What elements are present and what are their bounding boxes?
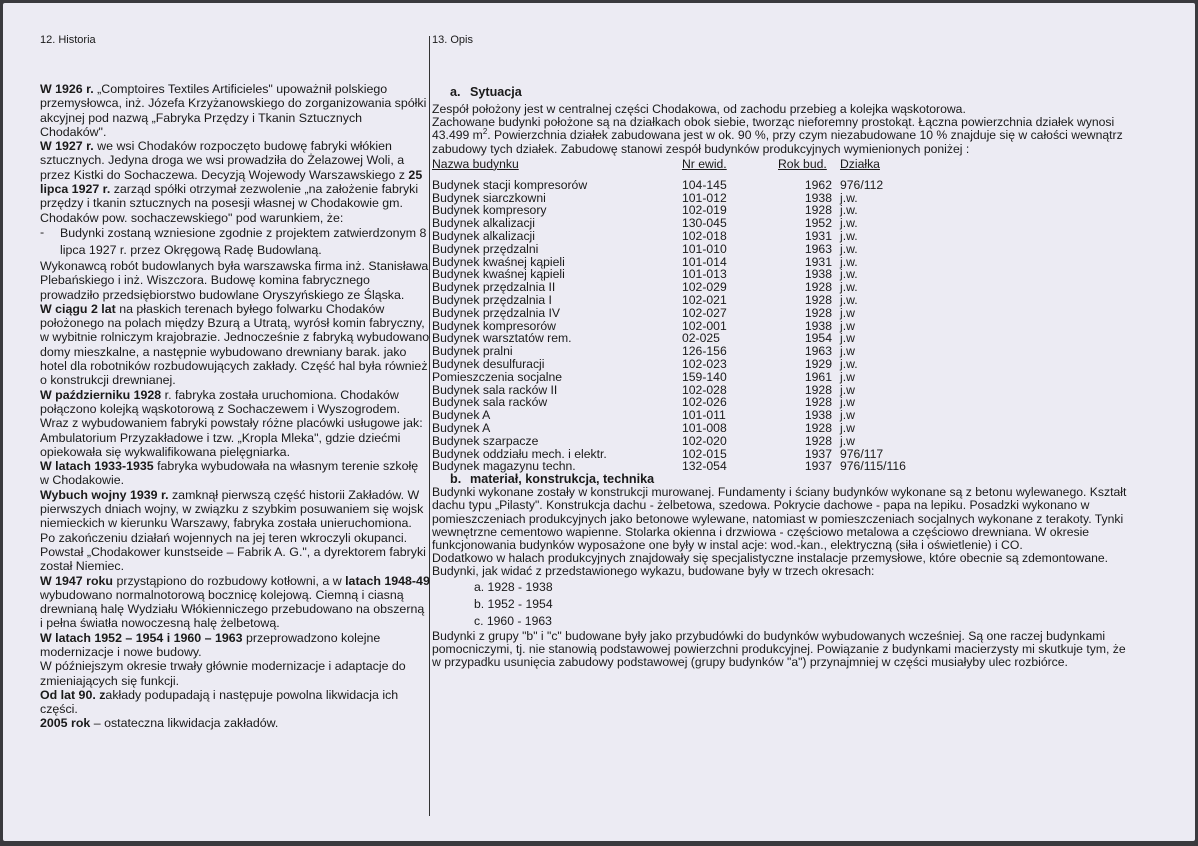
building-name: Budynek sala racków II <box>432 382 558 397</box>
registry-number: 102-019 <box>682 203 727 218</box>
plot-number: j.w <box>840 344 855 359</box>
history-paragraph <box>40 388 430 459</box>
history-paragraph <box>40 82 430 139</box>
col-header-year: Rok bud. <box>778 156 827 171</box>
history-body: na płaskich terenach byłego folwarku Chodaków położonego na polach między Bzurą a Utratą, wyrósł komin fabryczny, w wybitnie rolniczym krajobrazie. Jednocześnie z fabryką wybudowano domy mieszkalne, a następnie wybudowano drewniany barak. jako hotel dla robotników rozbudowujących zakłady. Część hal była również o konstrukcji drewnianej. <box>40 301 430 388</box>
history-date: Wybuch wojny 1939 r. <box>40 487 169 502</box>
history-date: W ciągu 2 lat <box>40 301 116 316</box>
build-year: 1929 <box>804 356 832 371</box>
registry-number: 130-045 <box>682 216 727 231</box>
plot-number: 976/115/116 <box>840 459 906 474</box>
registry-number: 102-015 <box>682 446 727 461</box>
table-row <box>432 358 960 371</box>
registry-number: 101-012 <box>682 190 727 205</box>
period-item: a. 1928 - 1938 <box>474 579 553 594</box>
table-row <box>432 243 960 256</box>
registry-number: 102-020 <box>682 433 727 448</box>
registry-number: 101-014 <box>682 254 727 269</box>
history-paragraph <box>40 488 430 574</box>
building-name: Budynek A <box>432 420 491 435</box>
building-name: Budynek alkalizacji <box>432 229 535 243</box>
history-paragraph <box>40 688 430 717</box>
area-exponent: 2 <box>482 127 488 137</box>
registry-number: 102-029 <box>682 280 727 295</box>
col-header-name: Nazwa budynku <box>432 156 519 171</box>
history-date: 25 lipca 1927 r. <box>40 167 423 197</box>
material-line: Budynki, jak widać z przedstawionego wykazu, budowane były w trzech okresach: <box>432 564 875 579</box>
history-body: Wykonawcą robót budowlanych była warszawska firma inż. Stanisława Plebańskiego i inż. Wiszczora. Budowę komina fabrycznego prowadziło przedsiębiorstwo budowlane Oryszyńskiego ze Śląska. <box>40 258 429 302</box>
build-year: 1961 <box>804 369 832 384</box>
build-year: 1931 <box>804 229 832 243</box>
building-name: Pomieszczenia socjalne <box>432 369 563 384</box>
history-date: latach 1948-49 <box>345 573 430 588</box>
build-year: 1962 <box>804 177 832 192</box>
history-body: wybudowano normalnotorową bocznicę kolejową. Ciemną i ciasną drewnianą halę Wydziału Włókienniczego przebudowano na obszerną i pełna światła nowoczesną halę żelbetową. <box>40 587 425 631</box>
situation-line: zabudowy tych działek. Zabudowę stanowi zespół budynków produkcyjnych wymienionych poniżej : <box>432 141 970 156</box>
history-body: akłady podupadają i następuje powolna likwidacja ich części. <box>40 687 399 717</box>
history-body: r. fabryka została uruchomiona. Chodaków połączono kolejką wąskotorową z Sochaczewem i Wyszogrodem. Wraz z wybudowaniem fabryki powstały różne placówki usługowe jak: Ambulatorium Przyzakładowe i tzw. „Kropla Mleka", gdzie dziećmi opiekowała się wykwalifikowana pielęgniarka. <box>40 387 423 459</box>
closing-line: Budynki z grupy "b" i "c" budowane były jako przybudówki do budynków wybudowanych wcześniej. Są one raczej budynkami <box>432 628 1106 643</box>
build-year: 1937 <box>804 459 832 474</box>
plot-number: j.w. <box>840 203 858 218</box>
history-paragraph <box>40 716 430 730</box>
bullet-text: Budynki zostaną wzniesione zgodnie z projektem zatwierdzonym 8 lipca 1927 r. przez Okręgową Radę Budowlaną. <box>60 225 427 257</box>
history-column <box>40 33 430 731</box>
plot-number: j.w <box>840 408 855 423</box>
registry-number: 102-021 <box>682 292 727 307</box>
table-row <box>432 294 960 307</box>
history-body: przeprowadzono kolejne modernizacje i nowe budowy. <box>40 630 381 659</box>
col-header-number: Nr ewid. <box>682 156 727 171</box>
building-name: Budynek pralni <box>432 344 513 359</box>
build-year: 1938 <box>804 408 832 423</box>
scanned-page <box>3 3 1195 841</box>
history-body: przystąpiono do rozbudowy kotłowni, a w <box>113 573 346 588</box>
history-body: „Comptoires Textiles Artificieles" upoważnił polskiego przemysłowca, inż. Józefa Krzyżanowskiego do zorganizowania spółki akcyjnej pod nazwą „Fabryka Przędzy i Tkanin Sztucznych Chodaków". <box>40 82 427 139</box>
history-body: W późniejszym okresie trwały głównie modernizacje i adaptacje do zmieniających się funkcji. <box>40 659 406 688</box>
building-name: Budynek desulfuracji <box>432 356 545 371</box>
registry-number: 102-018 <box>682 229 727 243</box>
history-body: zarząd spółki otrzymał zezwolenie „na założenie fabryki przędzy i tkanin sztucznych na posesji własnej w Chodakowie gm. Chodaków pow. sochaczewskiego" pod warunkiem, że: <box>40 182 419 225</box>
plot-number: j.w. <box>840 190 858 205</box>
history-date: W latach 1952 – 1954 i 1960 – 1963 <box>40 630 243 645</box>
build-year: 1937 <box>804 446 832 461</box>
history-date: W latach 1933-1935 <box>40 459 154 474</box>
build-year: 1954 <box>804 331 832 346</box>
material-line: dachu typu „Pilasty". Konstrukcja dachu - żelbetowa, szedowa. Pokrycie dachowe - papa na lepiku. Posadzki wykonano w <box>432 498 1090 513</box>
building-name: Budynek magazynu techn. <box>432 459 576 474</box>
plot-number: j.w <box>840 395 855 410</box>
history-date: 2005 rok <box>40 716 91 731</box>
condition-bullet <box>40 225 430 259</box>
building-name: Budynek sala racków <box>432 395 548 410</box>
closing-line: w przypadku usunięcia zabudowy podstawowej (grupy budynków "a") przynajmniej w części musiałyby ulec rozbiórce. <box>432 654 1068 669</box>
history-body: fabryka wybudowała na własnym terenie szkołę w Chodakowie. <box>40 459 419 488</box>
history-date: W 1947 roku <box>40 573 113 588</box>
build-year: 1928 <box>804 280 832 295</box>
build-year: 1963 <box>804 344 832 359</box>
building-name: Budynek przędzalni <box>432 241 539 256</box>
period-item: b. 1952 - 1954 <box>474 596 553 611</box>
plot-number: j.w. <box>840 280 858 295</box>
section-label-history: 12. Historia <box>40 34 96 46</box>
history-paragraph <box>40 139 430 225</box>
history-text <box>40 82 430 731</box>
registry-number: 126-156 <box>682 344 727 359</box>
history-body: zamknął pierwszą część historii Zakładów. W pierwszych dniach wojny, w związku z szybkim posuwaniem się wojsk niemieckich w kierunku Warszawy, fabryka została unieruchomiona. Po zakończeniu działań wojennych na jej teren wkroczyli okupanci. Powstał „Chodakower kunstseide – Fabrik A. G.", a dyrektorem fabryki został Niemiec. <box>40 487 426 574</box>
registry-number: 102-001 <box>682 318 727 333</box>
plot-number: j.w. <box>840 216 858 231</box>
build-year: 1928 <box>804 203 832 218</box>
registry-number: 159-140 <box>682 369 727 384</box>
build-year: 1931 <box>804 254 832 269</box>
history-date: W 1926 r. <box>40 82 94 96</box>
building-name: Budynek przędzalnia I <box>432 292 552 307</box>
registry-number: 102-023 <box>682 356 727 371</box>
situation-line: Zespół położony jest w centralnej części Chodakowa, od zachodu przebieg a kolejka wąskotorowa. <box>432 102 966 116</box>
build-year: 1938 <box>804 190 832 205</box>
history-date: Od lat 90. z <box>40 687 106 702</box>
plot-number: j.w. <box>840 267 858 282</box>
section-label-description: 13. Opis <box>432 34 473 46</box>
plot-number: j.w <box>840 331 855 346</box>
build-year: 1928 <box>804 382 832 397</box>
table-row <box>432 371 960 384</box>
subheading-situation <box>450 85 1192 99</box>
plot-number: 976/117 <box>840 446 884 461</box>
registry-number: 102-026 <box>682 395 727 410</box>
build-year: 1963 <box>804 241 832 256</box>
table-row <box>432 422 960 435</box>
table-row <box>432 179 960 192</box>
plot-number: j.w <box>840 382 855 397</box>
buildings-table <box>432 157 960 473</box>
history-paragraph <box>40 259 430 302</box>
situation-line <box>432 129 1192 142</box>
registry-number: 02-025 <box>682 331 720 346</box>
material-line: Budynki wykonane zostały w konstrukcji murowanej. Fundamenty i ściany budynków wykonane są z betonu wylewanego. Kształt <box>432 485 1127 500</box>
col-header-plot: Działka <box>840 156 880 171</box>
plot-number: j.w <box>840 305 855 320</box>
subheading-title: materiał, konstrukcja, technika <box>470 472 655 487</box>
material-line: Dodatkowo w halach produkcyjnych znajdowały się specjalistyczne instalacje przemysłowe, które obecnie są zdemontowane. <box>432 551 1109 566</box>
history-body: we wsi Chodaków rozpoczęto budowę fabryki włókien sztucznych. Jedyna droga we wsi prowadziła do Żelazowej Woli, a przez Kistki do Sochaczewa. Decyzją Wojewody Warszawskiego z <box>40 139 409 182</box>
plot-number: j.w. <box>840 292 858 307</box>
registry-number: 102-027 <box>682 305 727 320</box>
plot-number: j.w. <box>840 229 858 243</box>
building-name: Budynek kwaśnej kąpieli <box>432 267 565 282</box>
building-name: Budynek przędzalnia IV <box>432 305 561 320</box>
registry-number: 104-145 <box>682 177 727 192</box>
registry-number: 101-008 <box>682 420 727 435</box>
building-name: Budynek alkalizacji <box>432 216 535 231</box>
building-name: Budynek kompresorów <box>432 318 556 333</box>
history-paragraph <box>40 659 430 688</box>
history-date: W 1927 r. <box>40 139 94 154</box>
registry-number: 132-054 <box>682 459 727 474</box>
building-name: Budynek siarczkowni <box>432 190 546 205</box>
registry-number: 102-028 <box>682 382 727 397</box>
building-name: Budynek kwaśnej kąpieli <box>432 254 565 269</box>
situation-line: Zachowane budynki położone są na działkach obok siebie, tworząc nieforemny prostokąt. Łączna powierzchnia działek wynosi <box>432 115 1115 130</box>
plot-number: j.w <box>840 433 855 448</box>
closing-line: pomocniczymi, tj. nie stanowią podstawowej powierzchni produkcyjnej. Powiązanie z budynkami macierzysty mi skutkuje tym, że <box>432 641 1126 656</box>
table-row <box>432 230 960 243</box>
description-column <box>432 33 1192 669</box>
bullet-dash: - <box>40 224 45 239</box>
material-line: funkcjonowania budynków wyposażone one były w instal acje: wod.-kan., elektryczną (siła i oświetlenie) i CO. <box>432 537 1023 552</box>
building-name: Budynek A <box>432 408 491 423</box>
material-line: pomieszczeniach produkcyjnych jako betonowe wylewane, natomiast w pomieszczeniach socjalnych wykonane z terakoty. Tynki <box>432 511 1124 526</box>
plot-number: j.w <box>840 369 855 384</box>
period-item: c. 1960 - 1963 <box>474 613 552 628</box>
plot-number: j.w. <box>840 254 858 269</box>
plot-number: j.w. <box>840 241 858 256</box>
building-name: Budynek przędzalnia II <box>432 280 556 295</box>
construction-periods <box>474 579 1192 630</box>
table-row <box>432 435 960 448</box>
building-name: Budynek stacji kompresorów <box>432 177 588 192</box>
build-year: 1928 <box>804 420 832 435</box>
registry-number: 101-013 <box>682 267 727 282</box>
build-year: 1928 <box>804 305 832 320</box>
plot-number: j.w <box>840 420 855 435</box>
plot-number: j.w. <box>840 356 858 371</box>
registry-number: 101-010 <box>682 241 727 256</box>
history-paragraph <box>40 302 430 388</box>
build-year: 1938 <box>804 267 832 282</box>
plot-number: 976/112 <box>840 177 884 192</box>
build-year: 1928 <box>804 433 832 448</box>
history-paragraph <box>40 631 430 660</box>
area-value: 43.499 m <box>432 128 483 143</box>
history-paragraph <box>40 459 430 488</box>
subheading-title: Sytuacja <box>470 85 522 99</box>
table-header-row <box>432 157 960 171</box>
subheading-number: b. <box>450 472 462 487</box>
plot-number: j.w <box>840 318 855 333</box>
build-year: 1952 <box>804 216 832 231</box>
history-date: W październiku 1928 <box>40 387 162 402</box>
history-paragraph <box>40 574 430 631</box>
building-name: Budynek szarpacze <box>432 433 539 448</box>
situation-text: . Powierzchnia działek zabudowana jest w ok. 90 %, przy czym niezabudowane 10 % znajduje się w całości wewnątrz <box>487 128 1123 143</box>
subheading-number: a. <box>450 85 461 99</box>
build-year: 1928 <box>804 395 832 410</box>
history-body: – ostateczna likwidacja zakładów. <box>90 716 279 731</box>
build-year: 1938 <box>804 318 832 333</box>
table-row <box>432 307 960 320</box>
material-line: wewnętrzne cementowo wapienne. Stolarka okienna i drzwiowa - częściowo metalowa a częściowo drewniana. W okresie <box>432 524 1090 539</box>
building-name: Budynek warsztatów rem. <box>432 331 572 346</box>
building-name: Budynek kompresory <box>432 203 547 218</box>
registry-number: 101-011 <box>682 408 726 423</box>
build-year: 1928 <box>804 292 832 307</box>
building-name: Budynek oddziału mech. i elektr. <box>432 446 607 461</box>
